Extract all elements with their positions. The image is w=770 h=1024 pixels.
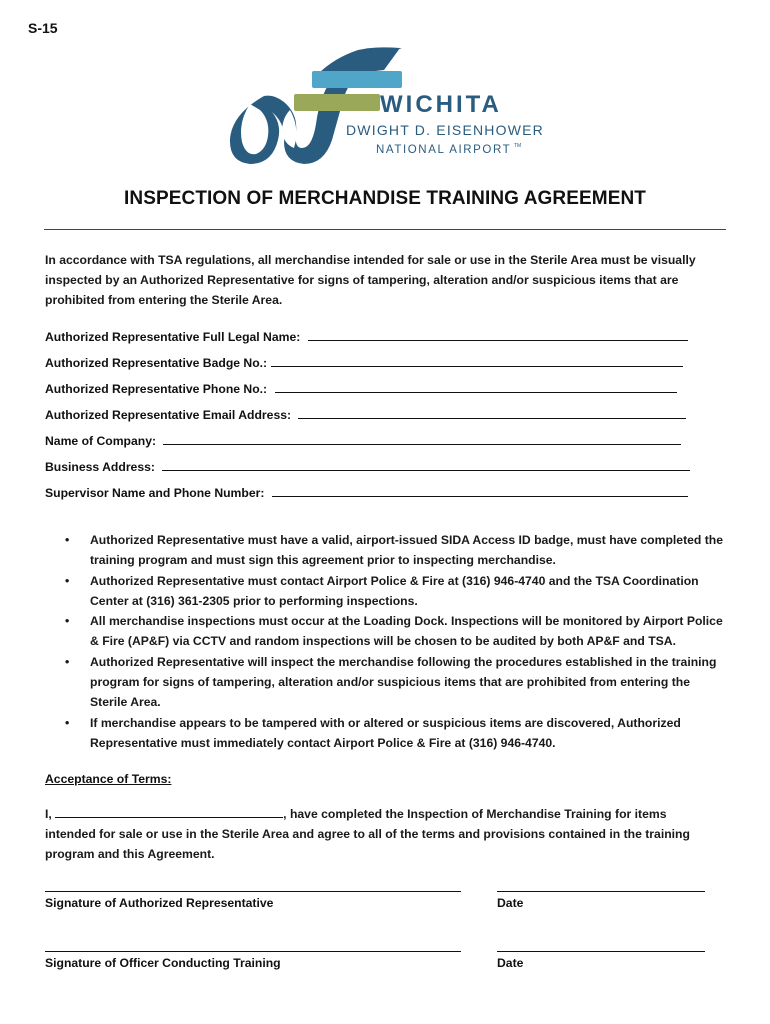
officer-signature-line[interactable] xyxy=(45,951,461,952)
supervisor-input-line[interactable] xyxy=(272,484,688,497)
rep-date-label: Date xyxy=(497,896,524,910)
rep-signature-line[interactable] xyxy=(45,891,461,892)
agreement-prefix: I, xyxy=(45,807,52,821)
list-item xyxy=(45,530,725,571)
document-title: INSPECTION OF MERCHANDISE TRAINING AGREEMENT xyxy=(124,188,646,209)
list-item xyxy=(45,652,725,713)
rule-text: If merchandise appears to be tampered with or altered or suspicious items are discovered, Authorized Representative must immediately contact Airport Police & Fire at (316) 946-4740. xyxy=(90,715,681,750)
field-badge-no xyxy=(45,354,685,372)
officer-signature-label: Signature of Officer Conducting Training xyxy=(45,956,281,970)
acceptance-heading: Acceptance of Terms: xyxy=(45,772,172,786)
badge-no-input-line[interactable] xyxy=(271,354,683,367)
field-company-label: Name of Company: xyxy=(45,434,157,448)
full-name-input-line[interactable] xyxy=(308,328,688,341)
business-address-input-line[interactable] xyxy=(162,458,690,471)
agreement-text: , have completed the Inspection of Merchandise Training for items intended for sale or use in the Sterile Area and agree to all of the terms and provisions contained in the training program and this Agreement. xyxy=(45,807,690,862)
agreement-paragraph xyxy=(45,804,717,865)
officer-date-label: Date xyxy=(497,956,524,970)
officer-date-line[interactable] xyxy=(497,951,705,952)
logo-trademark: TM xyxy=(514,143,522,149)
form-code: S-15 xyxy=(28,20,58,36)
field-phone-no-label: Authorized Representative Phone No.: xyxy=(45,382,268,396)
field-email-label: Authorized Representative Email Address: xyxy=(45,408,292,422)
rule-text: Authorized Representative will inspect the merchandise following the procedures established in the training program for signs of tampering, alteration and/or suspicious items that are prohibited from entering the Sterile Area. xyxy=(90,654,717,710)
rule-text: Authorized Representative must contact Airport Police & Fire at (316) 946-4740 and the TSA Coordination Center at (316) 361-2305 prior to performing inspections. xyxy=(90,573,699,608)
field-business-address xyxy=(45,458,685,476)
company-input-line[interactable] xyxy=(163,432,681,445)
field-business-address-label: Business Address: xyxy=(45,460,155,474)
field-company xyxy=(45,432,685,450)
intro-paragraph: In accordance with TSA regulations, all merchandise intended for sale or use in the Sterile Area must be visually inspected by an Authorized Representative for signs of tampering, alteration and/or suspicious items that are prohibited from entering the Sterile Area. xyxy=(45,253,696,308)
logo-text-wichita: WICHITA xyxy=(380,91,502,118)
field-full-name-label: Authorized Representative Full Legal Name: xyxy=(45,330,301,344)
field-email xyxy=(45,406,685,424)
logo-text-eisenhower: DWIGHT D. EISENHOWER xyxy=(346,122,544,138)
airport-logo xyxy=(224,44,554,169)
list-item xyxy=(45,611,725,652)
bullet-icon: • xyxy=(65,614,70,629)
field-full-name xyxy=(45,328,685,346)
bullet-icon: • xyxy=(65,715,70,730)
bullet-icon: • xyxy=(65,533,70,547)
rep-date-line[interactable] xyxy=(497,891,705,892)
list-item xyxy=(45,713,725,754)
rule-text: Authorized Representative must have a valid, airport-issued SIDA Access ID badge, must have completed the training program and must sign this agreement prior to inspecting merchandise. xyxy=(90,533,724,568)
rep-signature-label: Signature of Authorized Representative xyxy=(45,896,274,910)
list-item xyxy=(45,571,725,612)
rules-list xyxy=(45,530,725,753)
field-badge-no-label: Authorized Representative Badge No.: xyxy=(45,356,268,370)
email-input-line[interactable] xyxy=(298,406,686,419)
phone-no-input-line[interactable] xyxy=(275,380,677,393)
field-supervisor xyxy=(45,484,685,502)
field-phone-no xyxy=(45,380,685,398)
logo-text-national-airport: NATIONAL AIRPORT xyxy=(376,144,512,156)
rule-text: All merchandise inspections must occur at the Loading Dock. Inspections will be monitored by Airport Police & Fire (AP&F) via CCTV and random inspections will be chosen to be audited by both AP&F and TSA. xyxy=(90,614,723,649)
agreement-name-input-line[interactable] xyxy=(55,805,283,818)
bullet-icon: • xyxy=(65,573,70,588)
bullet-icon: • xyxy=(65,654,70,669)
title-divider xyxy=(44,229,726,230)
field-supervisor-label: Supervisor Name and Phone Number: xyxy=(45,486,265,500)
